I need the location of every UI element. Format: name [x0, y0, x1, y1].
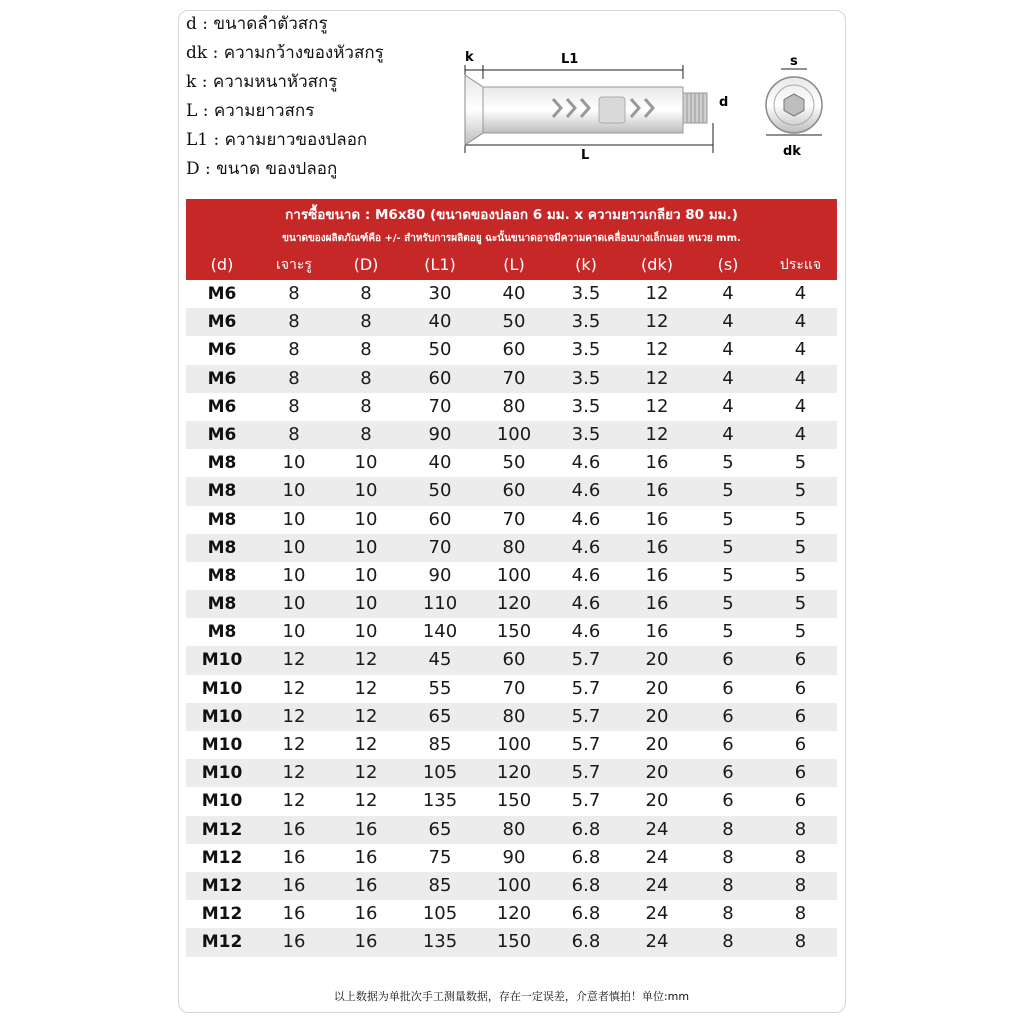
table-cell: 10 [354, 621, 378, 643]
table-cell: 90 [428, 564, 452, 586]
table-cell: 10 [282, 480, 306, 502]
table-cell: 50 [428, 339, 452, 361]
table-cell: 3.5 [571, 423, 601, 445]
table-cell: 24 [645, 903, 669, 925]
table-cell: M10 [201, 650, 243, 671]
diagram-label-dk: dk [783, 144, 801, 159]
table-cell: 20 [645, 649, 669, 671]
table-cell: 10 [354, 536, 378, 558]
table-cell: 6.8 [571, 931, 601, 953]
legend-item-D: D : ขนาด ของปลอกู [186, 159, 338, 179]
table-cell: 16 [645, 480, 669, 502]
table-cell: 3.5 [571, 339, 601, 361]
column-header: (L) [503, 255, 525, 274]
table-cell: 50 [428, 480, 452, 502]
table-cell: 24 [645, 818, 669, 840]
table-row [186, 646, 837, 674]
table-cell: 10 [354, 508, 378, 530]
table-cell: 12 [354, 677, 378, 699]
table-cell: 120 [496, 903, 532, 925]
table-cell: 4.6 [571, 564, 601, 586]
table-cell: 16 [354, 931, 378, 953]
column-header: (dk) [641, 255, 673, 274]
table-cell: 5.7 [571, 705, 601, 727]
legend-item-d: d : ขนาดลำตัวสกรู [186, 14, 328, 34]
table-cell: 5 [722, 593, 734, 615]
table-row [186, 477, 837, 505]
table-cell: 150 [496, 931, 532, 953]
table-cell: 4 [722, 367, 734, 389]
table-cell: 70 [428, 395, 452, 417]
table-row [186, 731, 837, 759]
table-cell: 60 [502, 339, 526, 361]
table-cell: 4.6 [571, 536, 601, 558]
table-cell: 70 [502, 508, 526, 530]
table-cell: M6 [207, 340, 237, 361]
table-cell: 5 [722, 452, 734, 474]
table-row [186, 336, 837, 364]
table-cell: M6 [207, 312, 237, 333]
table-cell: 60 [502, 649, 526, 671]
table-cell: 60 [502, 480, 526, 502]
table-cell: M12 [201, 904, 243, 925]
table-row [186, 506, 837, 534]
table-cell: 3.5 [571, 311, 601, 333]
table-cell: 8 [794, 931, 807, 953]
table-row [186, 365, 837, 393]
table-row [186, 844, 837, 872]
table-cell: 20 [645, 762, 669, 784]
table-cell: 135 [422, 931, 458, 953]
table-cell: 16 [282, 931, 306, 953]
table-cell: M8 [207, 537, 237, 558]
table-cell: 5 [722, 621, 734, 643]
table-row [186, 308, 837, 336]
table-cell: 16 [645, 508, 669, 530]
table-cell: 12 [645, 311, 669, 333]
table-cell: 6 [722, 649, 734, 671]
table-cell: 12 [354, 649, 378, 671]
table-cell: M6 [207, 284, 237, 304]
table-cell: 8 [360, 423, 372, 445]
table-cell: M12 [201, 875, 243, 896]
table-row [186, 675, 837, 703]
table-cell: 5.7 [571, 734, 601, 755]
table-cell: M12 [201, 932, 243, 953]
banner-note: ขนาดของผลิตภัณฑ์คือ +/- สำหรับการผลิตอยู ฉะนั้นขนาดอาจมีความคาดเคลื่อนบางเล็กนอย หนวย mm. [282, 233, 741, 244]
column-header: เจาะรู [276, 257, 312, 273]
table-cell: 12 [282, 705, 306, 727]
table-cell: 12 [645, 283, 669, 304]
table-cell: 100 [496, 734, 532, 755]
table-cell: 8 [360, 339, 372, 361]
table-cell: 105 [422, 762, 458, 784]
table-row [186, 928, 837, 956]
table-cell: 5 [794, 621, 807, 643]
table-cell: 80 [502, 395, 526, 417]
table-cell: 16 [282, 818, 306, 840]
column-header: (k) [575, 255, 597, 274]
table-cell: 8 [288, 423, 300, 445]
table-cell: 12 [354, 734, 378, 755]
table-cell: 150 [496, 621, 532, 643]
table-cell: M12 [201, 847, 243, 868]
table-cell: 6 [794, 705, 807, 727]
table-cell: 16 [282, 903, 306, 925]
table-cell: 70 [502, 677, 526, 699]
table-cell: 16 [282, 874, 306, 896]
table-cell: 5 [794, 508, 807, 530]
table-cell: M10 [201, 791, 243, 812]
table-cell: 20 [645, 734, 669, 755]
table-cell: 8 [288, 395, 300, 417]
table-cell: 10 [354, 564, 378, 586]
table-cell: 135 [422, 790, 458, 812]
table-cell: 105 [422, 903, 458, 925]
table-cell: 90 [428, 423, 452, 445]
table-row [186, 562, 837, 590]
table-cell: 85 [428, 734, 452, 755]
table-cell: 4 [722, 311, 734, 333]
table-cell: 16 [354, 846, 378, 868]
table-cell: 85 [428, 874, 452, 896]
table-cell: 10 [282, 452, 306, 474]
column-header: ประแจ [779, 257, 822, 273]
table-cell: M6 [207, 396, 237, 417]
table-cell: 65 [428, 818, 452, 840]
table-cell: 24 [645, 846, 669, 868]
table-cell: 4.6 [571, 452, 601, 474]
table-cell: 8 [288, 367, 300, 389]
table-row [186, 787, 837, 815]
table-row [186, 449, 837, 477]
table-cell: 5 [722, 564, 734, 586]
table-cell: 120 [496, 762, 532, 784]
legend-item-dk: dk : ความกว้างของหัวสกรู [186, 43, 384, 63]
diagram-label-s: s [790, 54, 798, 69]
table-cell: 8 [360, 283, 372, 304]
anchor-bolt-diagram [455, 45, 835, 175]
table-cell: 10 [282, 508, 306, 530]
table-cell: 8 [794, 818, 807, 840]
table-cell: M10 [201, 735, 243, 755]
table-cell: 5.7 [571, 790, 601, 812]
table-cell: M10 [201, 706, 243, 727]
table-cell: 5 [722, 508, 734, 530]
table-cell: 4 [794, 423, 807, 445]
table-cell: 4.6 [571, 593, 601, 615]
table-cell: 12 [645, 423, 669, 445]
table-cell: 80 [502, 818, 526, 840]
table-cell: 20 [645, 790, 669, 812]
table-cell: 50 [502, 452, 526, 474]
table-row [186, 421, 837, 449]
table-cell: 12 [354, 705, 378, 727]
table-cell: 4 [722, 283, 734, 304]
table-cell: 16 [645, 536, 669, 558]
table-cell: 100 [496, 564, 532, 586]
table-cell: 5 [794, 593, 807, 615]
table-cell: 70 [428, 536, 452, 558]
table-cell: 8 [794, 903, 807, 925]
table-cell: 40 [502, 283, 526, 304]
table-cell: 50 [502, 311, 526, 333]
table-cell: M10 [201, 678, 243, 699]
table-cell: 70 [502, 367, 526, 389]
table-cell: 12 [645, 395, 669, 417]
table-cell: M8 [207, 509, 237, 530]
table-cell: 6 [794, 649, 807, 671]
table-cell: 8 [794, 846, 807, 868]
table-cell: 4 [794, 311, 807, 333]
table-cell: 65 [428, 705, 452, 727]
table-cell: 6 [722, 705, 734, 727]
table-cell: 8 [722, 818, 734, 840]
table-cell: 6.8 [571, 874, 601, 896]
table-cell: 12 [282, 649, 306, 671]
table-cell: 10 [282, 536, 306, 558]
table-cell: 10 [354, 452, 378, 474]
table-cell: 10 [354, 593, 378, 615]
table-cell: 6 [722, 734, 734, 755]
table-header-row [186, 252, 837, 278]
table-cell: 12 [645, 367, 669, 389]
column-header: (d) [210, 255, 234, 274]
table-cell: 5 [722, 480, 734, 502]
diagram-label-k: k [465, 50, 474, 65]
table-cell: M8 [207, 565, 237, 586]
table-cell: 5 [794, 536, 807, 558]
table-cell: 8 [288, 311, 300, 333]
diagram-label-d: d [719, 95, 729, 110]
table-cell: 24 [645, 874, 669, 896]
legend-item-k: k : ความหนาหัวสกรู [186, 72, 338, 92]
table-cell: 45 [428, 649, 452, 671]
table-cell: 12 [354, 762, 378, 784]
table-cell: 8 [288, 339, 300, 361]
table-cell: 75 [428, 846, 452, 868]
table-cell: 4 [794, 283, 807, 304]
table-row [186, 534, 837, 562]
table-cell: 5 [794, 452, 807, 474]
table-cell: 6 [794, 677, 807, 699]
table-row [186, 393, 837, 421]
table-cell: 4 [794, 339, 807, 361]
table-cell: 8 [288, 283, 300, 304]
table-cell: 5.7 [571, 762, 601, 784]
table-cell: 120 [496, 593, 532, 615]
table-cell: 6 [794, 762, 807, 784]
table-row [186, 703, 837, 731]
table-cell: 6 [794, 790, 807, 812]
table-cell: 8 [794, 874, 807, 896]
column-header: (s) [717, 255, 739, 274]
table-cell: 4 [722, 423, 734, 445]
table-cell: 16 [645, 564, 669, 586]
table-cell: 60 [428, 367, 452, 389]
table-cell: 5.7 [571, 677, 601, 699]
table-cell: 12 [282, 790, 306, 812]
table-cell: 3.5 [571, 283, 601, 304]
table-cell: 10 [282, 564, 306, 586]
table-cell: 8 [722, 846, 734, 868]
table-cell: 16 [354, 903, 378, 925]
table-cell: 12 [645, 339, 669, 361]
table-cell: 8 [722, 931, 734, 953]
table-cell: 4 [722, 395, 734, 417]
sleeve-slot [599, 97, 625, 123]
table-cell: M8 [207, 594, 237, 615]
table-cell: 6 [794, 734, 807, 755]
table-cell: 10 [354, 480, 378, 502]
banner-title: การซื้อขนาด : M6x80 (ขนาดของปลอก 6 มม. x ความยาวเกลียว 80 มม.) [285, 207, 738, 223]
table-cell: 8 [722, 874, 734, 896]
table-cell: 10 [282, 593, 306, 615]
table-cell: M6 [207, 368, 237, 389]
table-cell: 4.6 [571, 480, 601, 502]
column-header: (L1) [424, 255, 456, 274]
table-cell: M10 [201, 763, 243, 784]
table-cell: 8 [722, 903, 734, 925]
table-cell: M6 [207, 424, 237, 445]
table-row [186, 618, 837, 646]
footer-note: 以上数据为单批次手工测量数据，存在一定误差，介意者慎拍！单位:mm [333, 990, 690, 1003]
table-row [186, 280, 837, 308]
diagram-label-L1: L1 [561, 52, 579, 67]
table-cell: 90 [502, 846, 526, 868]
table-cell: 6.8 [571, 846, 601, 868]
table-cell: 55 [428, 677, 452, 699]
table-cell: 6 [722, 790, 734, 812]
table-cell: 40 [428, 452, 452, 474]
table-cell: 12 [282, 762, 306, 784]
table-cell: 8 [360, 367, 372, 389]
table-cell: 100 [496, 874, 532, 896]
table-cell: 80 [502, 536, 526, 558]
table-cell: M12 [201, 819, 243, 840]
table-cell: 4.6 [571, 508, 601, 530]
table-cell: 12 [282, 734, 306, 755]
table-cell: M8 [207, 481, 237, 502]
table-cell: 16 [645, 452, 669, 474]
table-cell: 16 [645, 593, 669, 615]
table-cell: 110 [422, 593, 458, 615]
legend-item-L: L : ความยาวสกร [186, 101, 315, 121]
table-cell: 16 [354, 874, 378, 896]
table-cell: 4 [794, 395, 807, 417]
table-cell: 4.6 [571, 621, 601, 643]
table-cell: 80 [502, 705, 526, 727]
table-cell: 16 [354, 818, 378, 840]
table-cell: 5 [794, 480, 807, 502]
dimension-legend [186, 10, 446, 184]
table-cell: 3.5 [571, 395, 601, 417]
table-cell: 6 [722, 762, 734, 784]
bolt-head-shape [465, 75, 483, 145]
table-cell: 10 [282, 621, 306, 643]
table-row [186, 759, 837, 787]
table-cell: 5 [794, 564, 807, 586]
table-cell: 40 [428, 311, 452, 333]
column-header: (D) [353, 255, 379, 274]
hex-socket-shape [784, 94, 804, 116]
spec-table-body [186, 280, 837, 957]
table-cell: 150 [496, 790, 532, 812]
table-cell: 8 [360, 311, 372, 333]
table-cell: M8 [207, 622, 237, 643]
table-cell: 12 [354, 790, 378, 812]
table-cell: 5 [722, 536, 734, 558]
table-cell: 4 [794, 367, 807, 389]
table-cell: M8 [207, 453, 237, 474]
table-row [186, 872, 837, 900]
table-cell: 3.5 [571, 367, 601, 389]
table-cell: 30 [428, 283, 452, 304]
table-cell: 6.8 [571, 903, 601, 925]
diagram-label-L: L [581, 148, 590, 163]
legend-item-L1: L1 : ความยาวของปลอก [186, 130, 368, 150]
table-cell: 16 [282, 846, 306, 868]
table-cell: 140 [422, 621, 458, 643]
table-cell: 8 [360, 395, 372, 417]
table-row [186, 816, 837, 844]
spec-header-banner [186, 199, 837, 280]
table-cell: 20 [645, 705, 669, 727]
table-cell: 24 [645, 931, 669, 953]
table-cell: 6.8 [571, 818, 601, 840]
table-cell: 20 [645, 677, 669, 699]
table-row [186, 590, 837, 618]
table-cell: 60 [428, 508, 452, 530]
table-cell: 4 [722, 339, 734, 361]
table-cell: 16 [645, 621, 669, 643]
table-cell: 100 [496, 423, 532, 445]
table-cell: 6 [722, 677, 734, 699]
table-row [186, 900, 837, 928]
table-cell: 5.7 [571, 649, 601, 671]
table-cell: 12 [282, 677, 306, 699]
